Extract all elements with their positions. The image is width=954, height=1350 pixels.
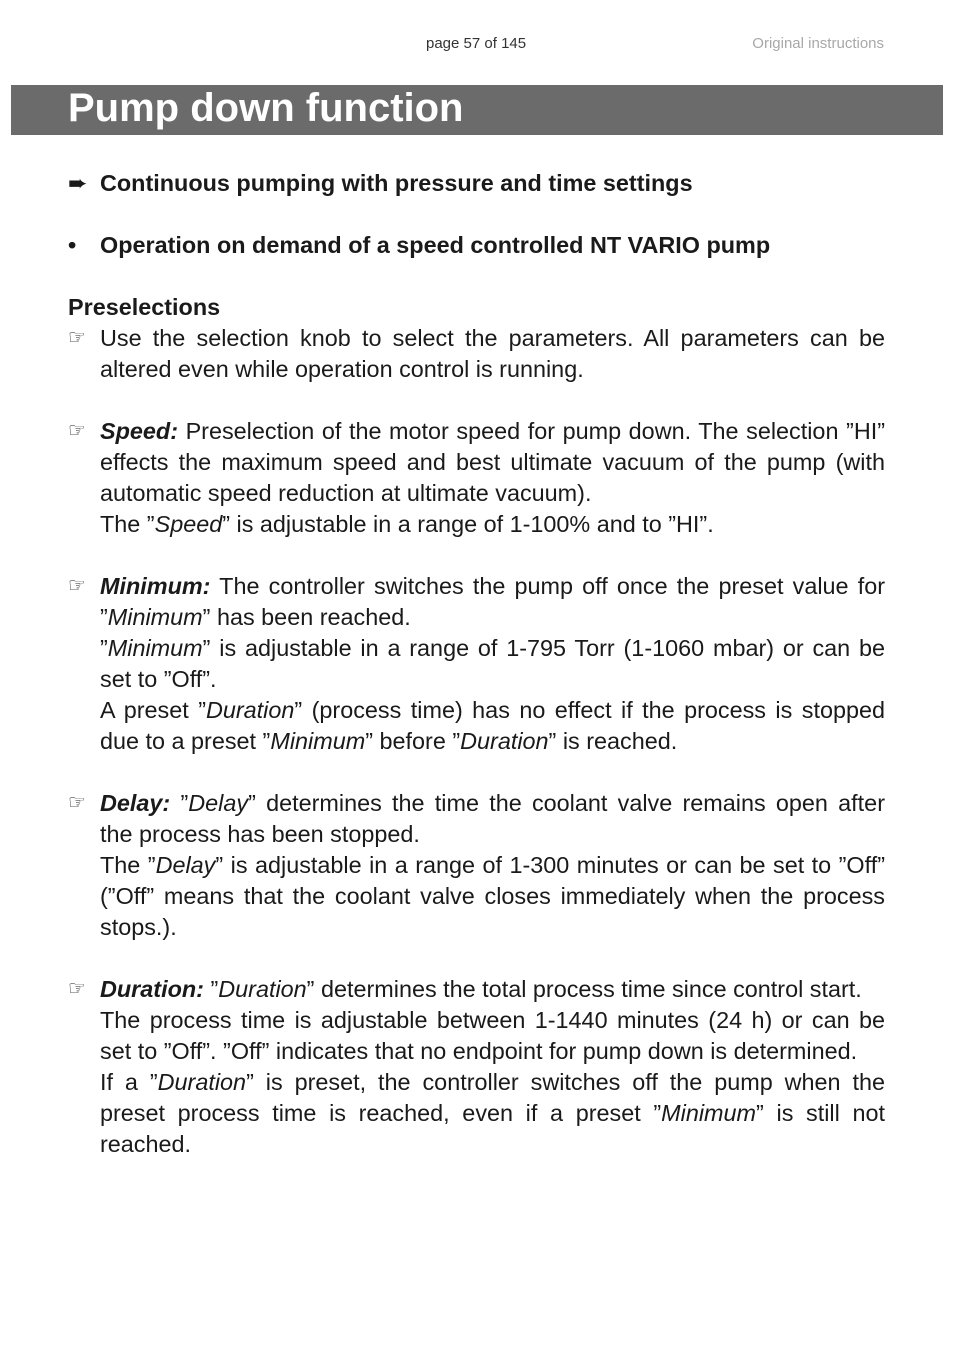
content: [68, 168, 885, 1160]
bullet-text: Operation on demand of a speed controlled NT VARIO pump: [100, 232, 771, 258]
param-speed: ☞ Speed: Preselection of the motor speed for pump down. The selection ”HI” effects the maximum speed and best ultimate vacuum of the pump (with automatic speed reduction at ultimate vacuum). The ”Speed” is adjustable in a range of 1-100% and to ”HI”.: [68, 418, 885, 537]
section-heading: Preselections: [68, 294, 221, 320]
page-title: Pump down function: [68, 86, 464, 130]
param-label: Minimum:: [100, 573, 211, 599]
param-label: Delay:: [100, 790, 171, 816]
preselection-intro: [68, 323, 885, 385]
bullet-nt-vario: [68, 230, 885, 261]
pointing-hand-icon: ☞: [68, 420, 86, 442]
page-number: page 57 of 145: [426, 35, 527, 52]
source-label: Original instructions: [752, 35, 884, 52]
pointing-hand-icon: ☞: [68, 575, 86, 597]
pointing-hand-icon: ☞: [68, 327, 86, 349]
pointing-hand-icon: ☞: [68, 978, 86, 1000]
pointing-hand-icon: ☞: [68, 792, 86, 814]
arrow-icon: ➨: [68, 170, 88, 196]
page-header: [0, 35, 954, 55]
intro-text: Use the selection knob to select the parameters. All parameters can be altered even while operation control is running.: [100, 325, 885, 382]
param-label: Speed:: [100, 418, 178, 444]
bullet-dot-icon: •: [68, 232, 77, 258]
param-label: Duration:: [100, 976, 204, 1002]
bullet-continuous-pumping: [68, 168, 885, 199]
param-delay: ☞ Delay: ”Delay” determines the time the coolant valve remains open after the process has been stopped. The ”Delay” is adjustable in a range of 1-300 minutes or can be set to ”Off” (”Off” means that the coolant valve closes immediately when the process stops.).: [68, 790, 885, 940]
title-bar: [11, 85, 943, 135]
param-duration: ☞ Duration: ”Duration” determines the total process time since control start. The process time is adjustable between 1-1440 minutes (24 h) or can be set to ”Off”. ”Off” indicates that no endpoint for pump down is determined. If a ”Duration” is preset, the controller switches off the pump when the preset process time is reached, even if a preset ”Minimum” is still not reached.: [68, 976, 886, 1157]
bullet-text: Continuous pumping with pressure and time settings: [100, 170, 693, 196]
param-minimum: ☞ Minimum: The controller switches the pump off once the preset value for ”Minimum” has been reached. ”Minimum” is adjustable in a range of 1-795 Torr (1-1060 mbar) or can be set to ”Off”. A preset ”Duration” (process time) has no effect if the process is stopped due to a preset ”Minimum” before ”Duration” is reached.: [68, 573, 885, 754]
